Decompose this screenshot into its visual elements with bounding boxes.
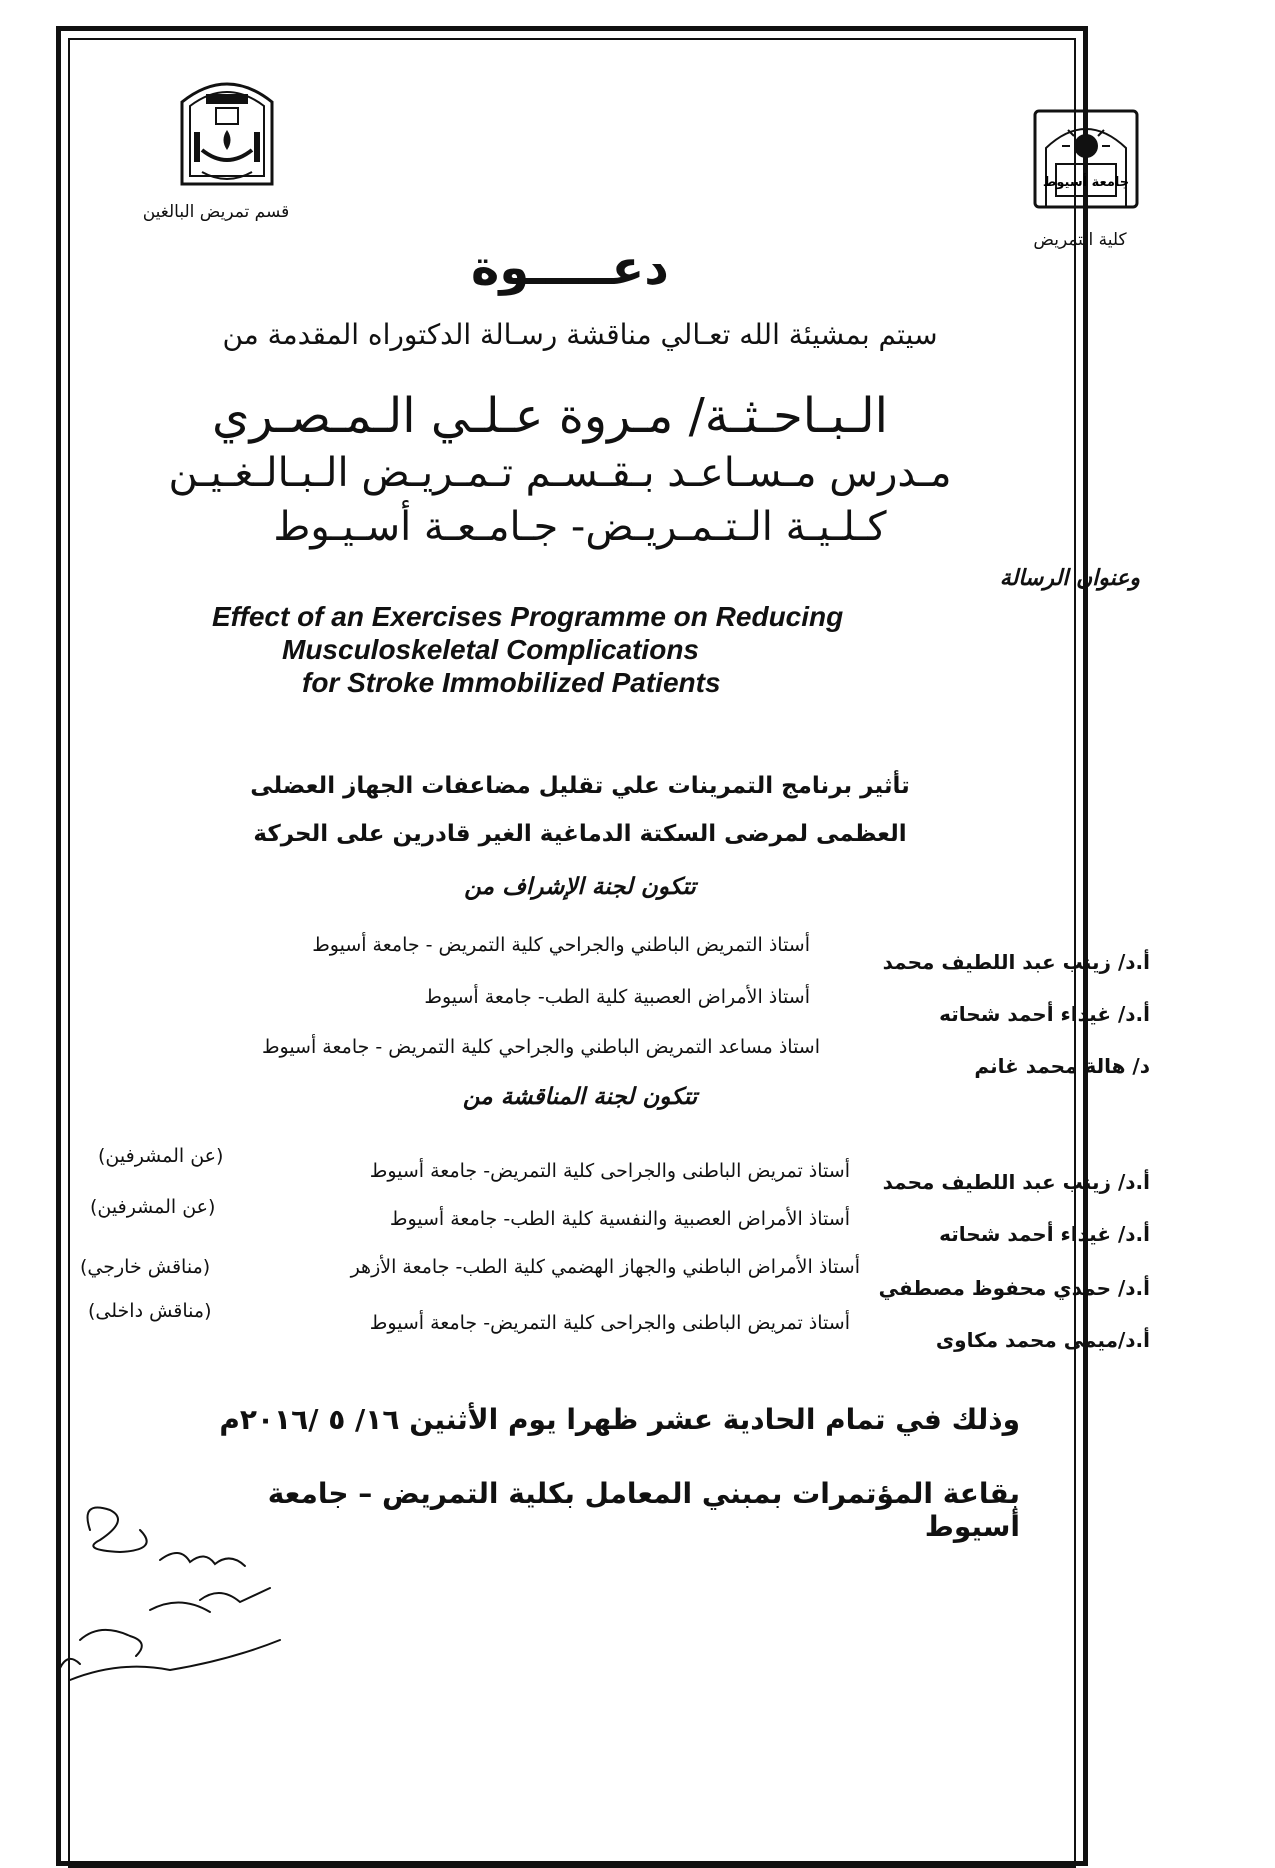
thesis-title-en-line: Effect of an Exercises Programme on Reducing [212,601,844,632]
examiner-name: أ.د/ميمى محمد مكاوى [935,1328,1150,1352]
invitation-intro: سيتم بمشيئة الله تعـالي مناقشة رسـالة الدكتوراه المقدمة من [222,318,938,351]
supervisor-name: أ.د/ غيداء أحمد شحاته [939,1002,1150,1026]
supervisor-desc: استاذ مساعد التمريض الباطني والجراحي كلية التمريض - جامعة أسيوط [261,1036,820,1058]
faculty-caption: كلية التمريض [1033,230,1127,250]
examiner-desc: أستاذ الأمراض الباطني والجهاز الهضمي كلية الطب- جامعة الأزهر [350,1256,860,1278]
examiner-desc: أستاذ تمريض الباطنى والجراحى كلية التمريض- جامعة أسيوط [369,1160,850,1182]
thesis-title-label: وعنوان الرسالة [999,566,1140,591]
thesis-title-ar-line: تأثير برنامج التمرينات علي تقليل مضاعفات الجهاز العضلى [250,773,910,799]
supervisor-name: د/ هالة محمد غانم [974,1054,1150,1078]
supervisor-name: أ.د/ زينب عبد اللطيف محمد [882,950,1150,974]
examiner-role: (عن المشرفين) [90,1196,216,1218]
examiner-name: أ.د/ زينب عبد اللطيف محمد [882,1170,1150,1194]
examiner-name: أ.د/ حمدي محفوظ مصطفي [878,1276,1150,1300]
supervision-heading: تتكون لجنة الإشراف من [464,874,696,900]
discussion-heading: تتكون لجنة المناقشة من [462,1084,698,1110]
logo-university-text: جامعة أسيوط [1042,175,1130,190]
supervisor-desc: أستاذ التمريض الباطني والجراحي كلية التمريض - جامعة أسيوط [312,934,810,956]
supervisor-desc: أستاذ الأمراض العصبية كلية الطب- جامعة أسيوط [424,986,810,1008]
researcher-faculty: كـلـيـة الـتـمـريـض- جـامـعـة أسـيـوط [273,504,887,550]
thesis-title-english [170,600,1030,699]
examiner-desc: أستاذ تمريض الباطنى والجراحى كلية التمريض- جامعة أسيوط [369,1312,850,1334]
invitation-title: دعـــــوة [471,240,669,296]
thesis-title-en-line: for Stroke Immobilized Patients [302,667,721,698]
examiner-name: أ.د/ غيداء أحمد شحاته [939,1222,1150,1246]
thesis-title-arabic [240,762,920,858]
researcher-position: مـدرس مـسـاعـد بـقـسـم تـمـريـض الـبـالـغـيـن [168,450,952,496]
department-emblem-icon [172,72,282,190]
thesis-title-en-line: Musculoskeletal Complications [282,634,699,665]
department-caption: قسم تمريض البالغين [142,202,290,222]
defense-time: وذلك في تمام الحادية عشر ظهرا يوم الأثنين ١٦/ ٥ /٢٠١٦م [219,1403,1020,1436]
defense-place: بقاعة المؤتمرات بمبني المعامل بكلية التمريض – جامعة أسيوط [267,1477,1020,1543]
examiner-role: (عن المشرفين) [98,1145,224,1167]
examiner-role: (مناقش داخلى) [88,1300,212,1322]
handwritten-signature-icon [40,1490,300,1690]
examiner-role: (مناقش خارجي) [80,1256,211,1278]
researcher-name: الـبـاحـثـة/ مـروة عـلـي الـمـصـري [212,388,888,444]
examiner-desc: أستاذ الأمراض العصبية والنفسية كلية الطب- جامعة أسيوط [389,1208,850,1230]
thesis-title-ar-line: العظمى لمرضى السكتة الدماغية الغير قادرين على الحركة [253,821,907,847]
assiut-university-logo-icon [1032,108,1140,210]
